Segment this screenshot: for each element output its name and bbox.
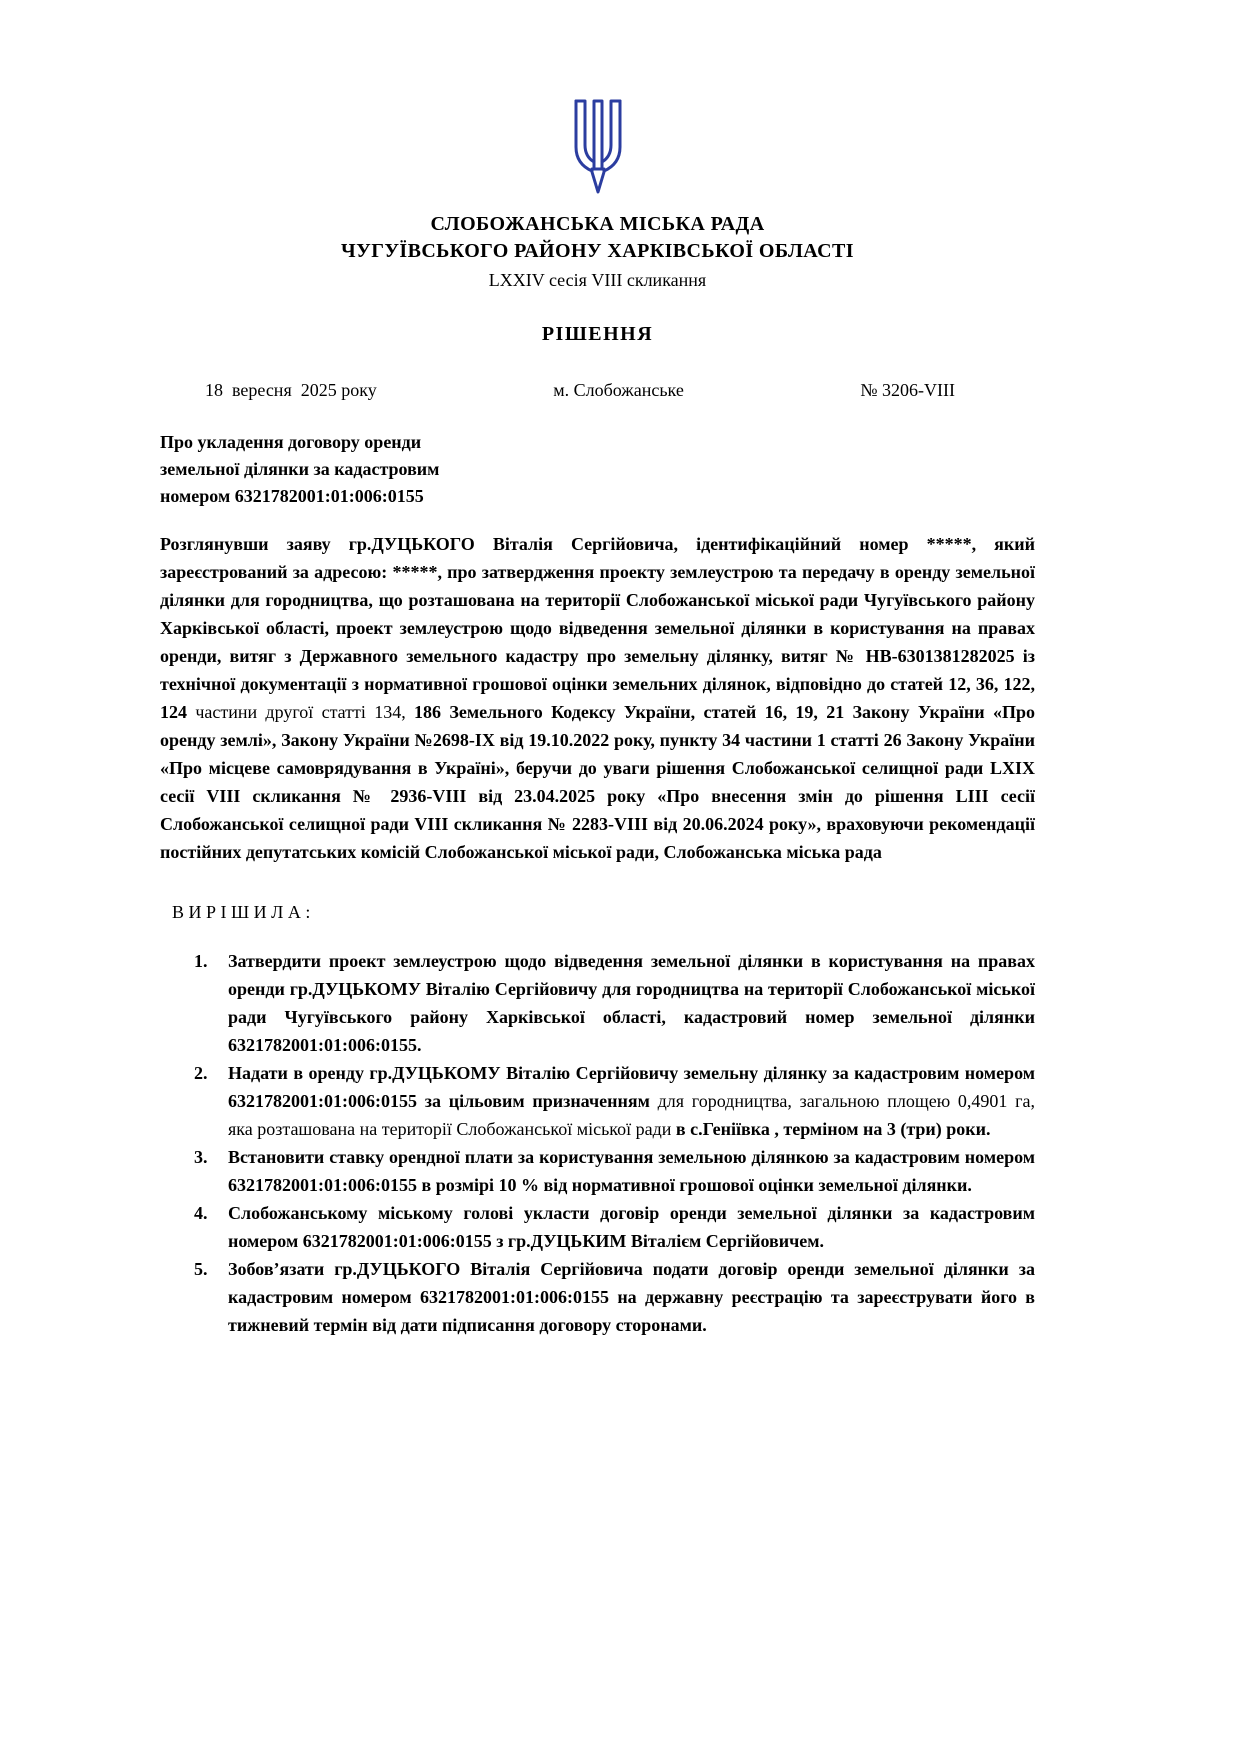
preamble-segment: Розглянувши заяву гр.ДУЦЬКОГО Віталія Сергійовича, ідентифікаційний номер *****, який зареєстрований за адресою: *****, про затвердження проекту землеустрою та передачу в оренду земельної ділянки для городництва, що розташована на території Слобожанської міської ради Чугуївського району Харківської області, проект землеустрою щодо відведення земельної ділянки в користування на правах оренди, витяг з Державного земельного кадастру про земельну ділянку, витяг № НВ-6301381282025 із технічної документації з нормативної грошової оцінки земельних ділянок, відповідно до статей 12, 36, 122, 124: [160, 534, 1035, 722]
item-text: Затвердити проект землеустрою щодо відведення земельної ділянки в користування на правах оренди гр.ДУЦЬКОМУ Віталію Сергійовичу для городництва на території Слобожанської міської ради Чугуївського району Харківської області, кадастровий номер земельної ділянки 6321782001:01:006:0155.: [228, 951, 1035, 1055]
subject-block: [160, 429, 1035, 510]
list-item: [160, 1059, 1035, 1143]
resolution-items: [160, 947, 1035, 1339]
subject-line: земельної ділянки за кадастровим: [160, 459, 440, 479]
session-line: LXXIV сесія VIII скликання: [488, 270, 707, 290]
item-text: Зобов’язати гр.ДУЦЬКОГО Віталія Сергійовича подати договір оренди земельної ділянки за кадастровим номером 6321782001:01:006:0155 на державну реєстрацію та зареєструвати його в тижневий термін від дати підписання договору сторонами.: [228, 1259, 1035, 1335]
subject-line: Про укладення договору оренди: [160, 432, 422, 452]
item-number: 1.: [194, 951, 208, 971]
list-item: [160, 1143, 1035, 1199]
item-number: 5.: [194, 1259, 208, 1279]
subject-line: номером 6321782001:01:006:0155: [160, 486, 424, 506]
document-type-title: РІШЕННЯ: [541, 323, 654, 345]
ukraine-tryzub-coat-of-arms-icon: [566, 98, 630, 201]
org-name-line2: ЧУГУЇВСЬКОГО РАЙОНУ ХАРКІВСЬКОЇ ОБЛАСТІ: [341, 240, 854, 262]
preamble-segment: 186 Земельного Кодексу України, статей 16, 19, 21 Закону України «Про оренду землі», Закону України №2698-IX від 19.10.2022 року, пункту 34 частини 1 статті 26 Закону України «Про місцеве самоврядування в Україні», беручи до уваги рішення Слобожанської селищної ради LXIX сесії VIII скликання № 2936-VIII від 23.04.2025 року «Про внесення змін до рішення LIII сесії Слобожанської селищної ради VIII скликання № 2283-VIII від 20.06.2024 року», враховуючи рекомендації постійних депутатських комісій Слобожанської міської ради, Слобожанська міська рада: [160, 702, 1035, 862]
list-item: [160, 1199, 1035, 1255]
document-place: м. Слобожанське: [553, 380, 684, 400]
item-number: 3.: [194, 1147, 208, 1167]
document-date: 18 вересня 2025 року: [205, 380, 377, 400]
list-item: [160, 1255, 1035, 1339]
item-text: Надати в оренду гр.ДУЦЬКОМУ Віталію Сергійовичу земельну ділянку за кадастровим номером 6321782001:01:006:0155 за цільовим призначенням: [228, 1063, 1035, 1111]
preamble-paragraph: [160, 530, 1035, 866]
document-header: [160, 98, 1035, 346]
item-text: в с.Геніївка , терміном на 3 (три) роки.: [675, 1119, 991, 1139]
document-number: № 3206-VIII: [860, 380, 955, 400]
list-item: [160, 947, 1035, 1059]
item-text: Встановити ставку орендної плати за користування земельною ділянкою за кадастровим номером 6321782001:01:006:0155 в розмірі 10 % від нормативної грошової оцінки земельної ділянки.: [228, 1147, 1035, 1195]
item-text: для городництва, загальною площею 0,4901 га, яка розташована на території Слобожанської міської ради: [228, 1091, 1035, 1139]
preamble-segment: частини другої статті 134,: [195, 702, 415, 722]
org-name-line1: СЛОБОЖАНСЬКА МІСЬКА РАДА: [430, 213, 765, 235]
item-number: 2.: [194, 1063, 208, 1083]
dateline: [160, 380, 1035, 401]
resolved-label: В И Р І Ш И Л А :: [172, 902, 311, 922]
item-number: 4.: [194, 1203, 208, 1223]
item-text: Слобожанському міському голові укласти договір оренди земельної ділянки за кадастровим номером 6321782001:01:006:0155 з гр.ДУЦЬКИМ Віталієм Сергійовичем.: [228, 1203, 1035, 1251]
